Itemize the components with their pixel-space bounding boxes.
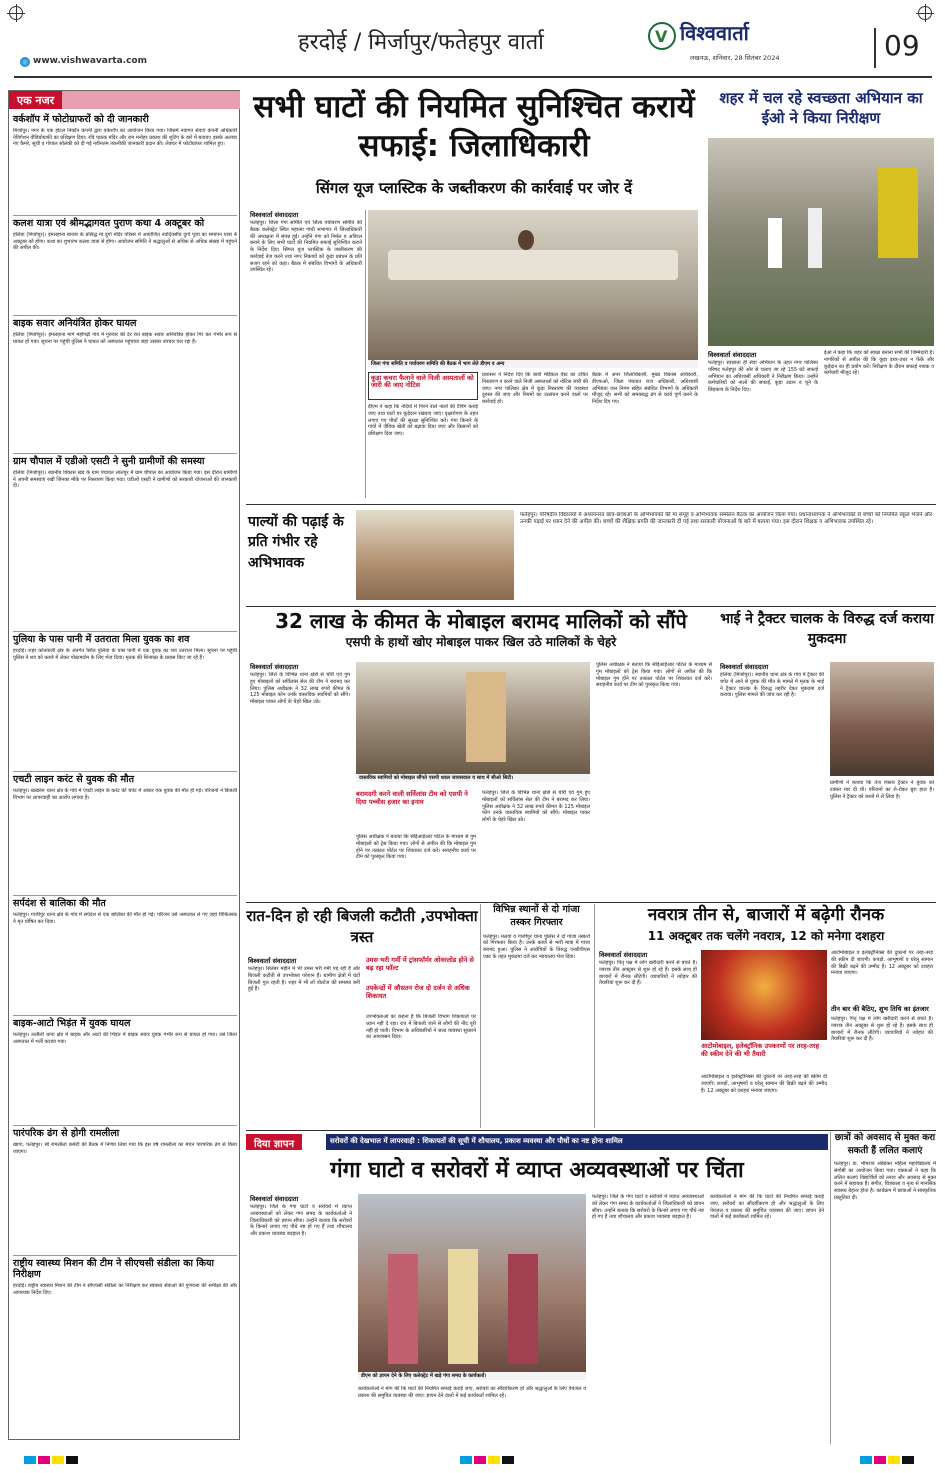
brief-title: पुलिया के पास पानी में उतराता मिला युवक का शव: [13, 634, 190, 645]
ek-nazar-label: एक नजर: [9, 91, 62, 109]
lead-subhead: सिंगल यूज प्लास्टिक के जब्तीकरण की कार्रवाई पर जोर दें: [315, 179, 633, 197]
tractor-body: हलिया (मिर्जापुर)। स्थानीय थाना क्षेत्र के गांव में ट्रैक्टर की चपेट में आने से युवक की मौत के मामले में मृतक के भाई ने ट्रैक्टर चालक के विरुद्ध तहरीर देकर मुकदमा दर्ज कराया। पुलिस मामले की जांच कर रही है।: [720, 672, 824, 699]
color-swatch: [38, 1456, 50, 1464]
news-brief: [13, 635, 237, 760]
ganja-story: [480, 904, 590, 1128]
bijli-body: फतेहपुर। सितंबर महीने में भी उमस भरी गर्मी पड़ रही है और बिजली कटौती से उपभोक्ता परेशान हैं। ग्रामीण क्षेत्रों में घंटों बिजली गुल रहती है। शहर में भी लो वोल्टेज की समस्या बनी हुई है।: [248, 966, 360, 993]
mobile-subhead: एसपी के हाथों खोए मोबाइल पाकर खिल उठे मालिकों के चेहरे: [345, 635, 617, 649]
brief-title: बाइक सवार अनियंत्रित होकर घायल: [13, 318, 137, 329]
color-swatch: [474, 1456, 486, 1464]
masthead: [0, 22, 945, 74]
color-swatch: [502, 1456, 514, 1464]
brand-logo: [648, 22, 676, 50]
brief-body: हरदोई। राष्ट्रीय स्वास्थ्य मिशन की टीम ने सीएचसी संडीला का निरीक्षण कर स्वास्थ्य सेवाओं की गुणवत्ता की समीक्षा की और आवश्यक निर्देश दिए।: [13, 1282, 237, 1296]
byline: विश्ववार्ता संवाददाता: [248, 957, 297, 965]
brief-title: बाइक-आटो भिड़ंत में युवक घायल: [13, 1018, 131, 1029]
mobile-body-2: पुलिस अधीक्षक ने बताया कि सीईआईआर पोर्टल के माध्यम से गुम मोबाइलों को ट्रेस किया गया। लोगों से अपील की कि मोबाइल गुम होने पर तत्काल पोर्टल पर शिकायत दर्ज करें। सराहनीय कार्य पर टीम को पुरस्कृत किया गया।: [356, 834, 476, 861]
color-swatch: [860, 1456, 872, 1464]
lead-inset-text: कूड़ा कचरा फैलाने वाले निजी अस्पतालों को जारी की जाए नोटिस: [371, 374, 474, 390]
color-swatch: [874, 1456, 886, 1464]
mobile-photo-caption: वास्तविक स्वामियों को मोबाइल सौंपते एसपी धवल जायसवाल व साथ में सीओ सिटी।: [356, 774, 590, 782]
brief-title: पारंपरिक ढंग से होगी रामलीला: [13, 1128, 120, 1139]
color-swatch: [24, 1456, 36, 1464]
bijli-headline: रात-दिन हो रही बिजली कटौती ,उपभोक्ता त्रस्त: [246, 907, 478, 946]
mobile-body: फतेहपुर। जिले के विभिन्न थाना क्षेत्रों से चोरी एवं गुम हुए मोबाइलों को सर्विलांस सेल की टीम ने बरामद कर लिया। पुलिस अधीक्षक ने 32 लाख रुपये कीमत के 125 मोबाइल फोन उनके वास्तविक स्वामियों को सौंपे। मोबाइल पाकर लोगों के चेहरे खिल उठे।: [250, 672, 350, 705]
mobile-inset-text: बरामदगी करने वाली सर्विलांस टीम को एसपी ने दिया पच्चीस हजार का इनाम: [356, 790, 468, 807]
lead-body-2: डीएम ने कहा कि नदियों में गिरने वाले नालों की टैपिंग कराई जाए तथा घाटों पर कूड़ेदान रखवाए जाएं। वृक्षारोपण के तहत लगाए गए पौधों की सुरक्षा सुनिश्चित करें। गंगा किनारे के गांवों में जैविक खेती को बढ़ावा दिया जाए और किसानों को प्रशिक्षण दिया जाए।: [368, 404, 478, 437]
brief-title: सर्पदंश से बालिका की मौत: [13, 898, 106, 909]
sarovar-tag: दिया ज्ञापन: [246, 1134, 302, 1150]
byline: विश्ववार्ता संवाददाता: [250, 1195, 299, 1203]
news-brief: [13, 1259, 237, 1433]
page-number-box: [874, 28, 926, 68]
sarovar-body-2: कार्यकर्ताओं ने मांग की कि घाटों की नियमित सफाई कराई जाए, सरोवरों का सौंदर्यीकरण हो और श्रद्धालुओं के लिए पेयजल व प्रकाश की समुचित व्यवस्था की जाए। ज्ञापन देने वालों में कई कार्यकर्ता शामिल रहे।: [358, 1386, 586, 1399]
byline: विश्ववार्ता संवाददाता: [599, 951, 648, 959]
section-title: हरदोई / मिर्जापुर/फतेहपुर वार्ता: [298, 30, 544, 55]
swachh-body-2: ईओ ने कहा कि शहर को स्वच्छ बनाना सभी की जिम्मेदारी है। नागरिकों से अपील की कि कूड़ा इधर-उधर न फेंकें और कूड़ेदान का ही प्रयोग करें। निरीक्षण के दौरान सफाई नायक व कर्मचारी मौजूद रहे।: [824, 350, 934, 377]
registration-mark: [9, 6, 23, 20]
lead-headline: सभी घाटों की नियमित सुनिश्चित करायें सफाई: जिलाधिकारी: [253, 89, 695, 164]
mobile-headline: 32 लाख के कीमत के मोबाइल बरामद मालिकों को सौंपे: [275, 609, 687, 633]
sarovar-body-3: फतेहपुर। जिले के गंगा घाटों व सरोवरों में व्याप्त अव्यवस्थाओं को लेकर गंगा समग्र के कार्यकर्ताओं ने जिलाधिकारी को ज्ञापन सौंपा। उन्होंने बताया कि सरोवरों के किनारे लगाए गए पौधे नष्ट हो गए हैं तथा शौचालय और प्रकाश व्यवस्था बदहाल है।: [592, 1194, 704, 1221]
navratra-body: फतेहपुर। पितृ पक्ष में लोग खरीदारी करने से बचते हैं। नवरात्र तीन अक्टूबर से शुरू हो रहे हैं। इसके साथ ही बाजारों में रौनक लौटेगी। व्यापारियों ने त्योहार की तैयारियां शुरू कर दी हैं।: [599, 960, 697, 987]
navratra-body-2: आटोमोबाइल व इलेक्ट्रॉनिक्स की दुकानों पर तरह-तरह की स्कीम दी जाएगी। कपड़ों, आभूषणों व घरेलू सामान की बिक्री बढ़ने की उम्मीद है। 12 अक्टूबर को दशहरा मनाया जाएगा।: [701, 1074, 827, 1094]
bijli-inset-2-text: उपकेन्द्रों में औसतन रोज दो दर्जन से अधिक शिकायत: [366, 984, 470, 1001]
sarovar-body: फतेहपुर। जिले के गंगा घाटों व सरोवरों में व्याप्त अव्यवस्थाओं को लेकर गंगा समग्र के कार्यकर्ताओं ने जिलाधिकारी को ज्ञापन सौंपा। उन्होंने बताया कि सरोवरों के किनारे लगाए गए पौधे नष्ट हो गए हैं तथा शौचालय और प्रकाश व्यवस्था बदहाल है।: [250, 1204, 352, 1237]
brief-body: खागा, फतेहपुर। श्री रामलीला कमेटी की बैठक में निर्णय लिया गया कि इस वर्ष रामलीला का मंचन पारंपरिक ढंग से किया जाएगा।: [13, 1141, 237, 1155]
color-swatch: [488, 1456, 500, 1464]
mobile-body-4: पुलिस अधीक्षक ने बताया कि सीईआईआर पोर्टल के माध्यम से गुम मोबाइलों को ट्रेस किया गया। लोगों से अपील की कि मोबाइल गुम होने पर तत्काल पोर्टल पर शिकायत दर्ज करें। सराहनीय कार्य पर टीम को पुरस्कृत किया गया।: [596, 662, 712, 689]
brief-body: हलिया (मिर्जापुर)। इमलहाना मार्ग महोगढ़ी गांव में गुरुवार की देर रात बाइक सवार अनियंत्रित होकर गिर कर गंभीर रूप से घायल हो गया। सूचना पर पहुंची पुलिस ने घायल को अस्पताल पहुंचाया जहां उसका उपचार चल रहा है।: [13, 331, 237, 345]
brief-body: फतेहपुर। ललौली थाना क्षेत्र में बाइक और आटो की भिड़ंत में बाइक सवार युवक गंभीर रूप से घायल हो गया। उसे जिला अस्पताल में भर्ती कराया गया।: [13, 1031, 237, 1045]
ganja-body: फतेहपुर। मलवां व गाजीपुर थाना पुलिस ने दो गांजा तस्करों को गिरफ्तार किया है। उनके कब्जे से भारी मात्रा में गांजा बरामद हुआ। पुलिस ने आरोपियों के विरुद्ध एनडीपीएस एक्ट के तहत मुकदमा दर्ज कर न्यायालय भेज दिया।: [483, 933, 590, 960]
mobile-photo: [356, 662, 590, 774]
tractor-headline: भाई ने ट्रैक्टर चालक के विरुद्ध दर्ज कराया मुकदमा: [720, 611, 934, 647]
brief-body: फतेहपुर। गाजीपुर थाना क्षेत्र के गांव में सर्पदंश से एक बालिका की मौत हो गई। परिजन उसे अस्पताल ले गए जहां चिकित्सक ने मृत घोषित कर दिया।: [13, 911, 237, 925]
swachh-body: फतेहपुर। स्वच्छता ही सेवा अभियान के तहत नगर पालिका परिषद फतेहपुर की ओर से चलाए जा रहे 155 घंटे सफाई अभियान का अधिशासी अधिकारी ने निरीक्षण किया। उन्होंने कर्मचारियों को नालों की सफाई, कूड़ा उठान व चूने के छिड़काव के निर्देश दिए।: [708, 360, 818, 393]
brief-title: वर्कशॉप में फोटोग्राफरों को दी जानकारी: [13, 114, 149, 125]
navratra-subtitle: तीन बार की बैठिए, शुभ तिथि का इंतजार: [831, 1005, 929, 1013]
color-swatch: [66, 1456, 78, 1464]
brief-body: हलिया (मिर्जापुर)। स्थानीय विकास खंड के ग्राम पंचायत लालपुर में ग्राम चौपाल का आयोजन किया गया। इस दौरान ग्रामीणों ने अपनी समस्याएं रखीं जिनका मौके पर निस्तारण किया गया। एडीओ एसटी ने ग्रामीणों को सरकारी योजनाओं की जानकारी दी।: [13, 469, 237, 490]
news-brief: [13, 1129, 237, 1252]
lead-story: [246, 88, 702, 500]
brief-title: ग्राम चौपाल में एडीओ एसटी ने सुनी ग्रामीणों की समस्या: [13, 456, 205, 467]
tractor-story: [718, 608, 936, 900]
swachh-headline: शहर में चल रहे स्वच्छता अभियान का ईओ ने किया निरीक्षण: [719, 89, 923, 128]
navratra-body-3: आटोमोबाइल व इलेक्ट्रॉनिक्स की दुकानों पर तरह-तरह की स्कीम दी जाएगी। कपड़ों, आभूषणों व घरेलू सामान की बिक्री बढ़ने की उम्मीद है। 12 अक्टूबर को दशहरा मनाया जाएगा।: [831, 950, 933, 977]
sarovar-story: [246, 1132, 828, 1444]
navratra-body-4: फतेहपुर। पितृ पक्ष में लोग खरीदारी करने से बचते हैं। नवरात्र तीन अक्टूबर से शुरू हो रहे हैं। इसके साथ ही बाजारों में रौनक लौटेगी। व्यापारियों ने त्योहार की तैयारियां शुरू कर दी हैं।: [831, 1016, 933, 1043]
lead-photo: [368, 210, 698, 360]
byline: विश्ववार्ता संवाददाता: [250, 663, 299, 671]
lead-body: फतेहपुर। जिला गंगा समिति एवं जिला पर्यावरण समिति की बैठक कलेक्ट्रेट स्थित महात्मा गांधी सभागार में जिलाधिकारी की अध्यक्षता में संपन्न हुई। उन्होंने गंगा को निर्मल व अविरल बनाने के लिए सभी घाटों की नियमित सफाई सुनिश्चित कराने के निर्देश दिए। सिंगल यूज प्लास्टिक के जब्तीकरण की कार्रवाई तेज करने तथा नगर निकायों को कूड़ा प्रबंधन के प्रति सजग रहने को कहा। बैठक में संबंधित विभागों के अधिकारी उपस्थित रहे।: [250, 220, 362, 274]
brief-body: हलिया (मिर्जापुर)। इमलहाना बाजार के प्रसिद्ध मां दुर्गा मंदिर परिसर में आयोजित नवदिवसीय दुर्गा पूजा का समापन यात्रा 4 अक्टूबर को होगा। कथा का शुभारंभ कलश यात्रा से होगा। आयोजन समिति ने श्रद्धालुओं से अधिक से अधिक संख्या में पहुंचने की अपील की।: [13, 231, 237, 252]
sarovar-photo-caption: डीएम को ज्ञापन देने के लिए कलेक्ट्रेट में खड़े गंगा समग्र के कार्यकर्ता।: [358, 1372, 586, 1380]
brief-body: मिर्जापुर। नगर के एक होटल निकॉन कंपनी द्वारा वर्कशॉप का आयोजन किया गया। जिसमें नवागत सेवाएं कंपनी अधिकारी नेविगेशन वीडियोग्राफी का प्रशिक्षण दिया। रवि पाठक मंदिर और राम मनोहर प्रकाश की शूटिंग के बारे में बताया। इसके अलावा नए कैमरे, सूची व गोपाल सोलंकी को दी गई नवीनतम तकनीकी जानकारी प्रदान की। लेक्चर में फोटोग्राफर शामिल हुए।: [13, 127, 237, 148]
news-brief: [13, 219, 237, 314]
brand-name: विश्ववार्ता: [680, 21, 749, 45]
brief-title: कलश यात्रा एवं श्रीमद्भागवत पुराण कथा 4 अक्टूबर को: [13, 218, 205, 229]
masthead-rule: [14, 76, 932, 78]
ganja-headline: विभिन्न स्थानों से दो गांजा तस्कर गिरफ्तार: [493, 904, 580, 928]
sarovar-photo: [358, 1194, 586, 1372]
tractor-photo: [830, 662, 934, 776]
palyon-story: [246, 508, 936, 604]
color-swatch: [460, 1456, 472, 1464]
navratra-caption: आटोमोबाइल, इलेक्ट्रॉनिक उपकरणों पर तरह-तरह की स्कीम देने की भी तैयारी: [701, 1042, 820, 1059]
lead-body-3: प्रशासन ने निर्देश दिए कि बायो मेडिकल वेस्ट का उचित निस्तारण न करने वाले निजी अस्पतालों को नोटिस जारी की जाए। नगर पालिका क्षेत्र में कूड़ा निस्तारण की व्यवस्था दुरुस्त की जाए और नियमों का उल्लंघन करने वालों पर कार्रवाई हो।: [482, 372, 588, 405]
news-brief: [13, 1019, 237, 1122]
news-brief: [13, 899, 237, 1012]
navratra-subhead: 11 अक्टूबर तक चलेंगे नवरात्र, 12 को मनेगा दशहरा: [647, 929, 885, 943]
bijli-inset-2: [366, 984, 476, 1001]
brief-title: राष्ट्रीय स्वास्थ्य मिशन की टीम ने सीएचसी संडीला का किया निरीक्षण: [13, 1258, 214, 1280]
sarovar-strap-box: [326, 1134, 828, 1150]
color-swatch: [888, 1456, 900, 1464]
chhatra-body: फतेहपुर। डा. भीमराव अंबेडकर महिला महाविद्यालय में संगोष्ठी का आयोजन किया गया। वक्ताओं ने कहा कि ललित कलाएं विद्यार्थियों को तनाव और अवसाद से मुक्त करने में सहायक हैं। संगीत, चित्रकला व नृत्य से मानसिक स्वास्थ्य बेहतर होता है। कार्यक्रम में छात्राओं ने सांस्कृतिक प्रस्तुतियां दीं।: [834, 1161, 936, 1201]
ek-nazar-label-box: [9, 91, 240, 109]
color-swatch: [902, 1456, 914, 1464]
byline: विश्ववार्ता संवाददाता: [250, 211, 299, 219]
lead-body-4: बैठक में अपर जिलाधिकारी, मुख्य विकास अधिकारी, डीएफओ, जिला पंचायत राज अधिकारी, अधिशासी अभियंता जल निगम सहित संबंधित विभागों के अधिकारी मौजूद रहे। सभी को समयबद्ध ढंग से कार्य पूर्ण करने के निर्देश दिए गए।: [592, 372, 698, 405]
mobile-body-3: फतेहपुर। जिले के विभिन्न थाना क्षेत्रों से चोरी एवं गुम हुए मोबाइलों को सर्विलांस सेल की टीम ने बरामद कर लिया। पुलिस अधीक्षक ने 32 लाख रुपये कीमत के 125 मोबाइल फोन उनके वास्तविक स्वामियों को सौंपे। मोबाइल पाकर लोगों के चेहरे खिल उठे।: [482, 790, 590, 823]
palyon-photo: [356, 510, 514, 600]
mobile-story: [246, 608, 716, 900]
news-brief: [13, 775, 237, 892]
page-number: 09: [884, 29, 920, 62]
chhatra-story: [830, 1132, 936, 1444]
news-brief: [13, 115, 237, 212]
navratra-photo: [701, 950, 827, 1040]
tractor-body-2: ग्रामीणों ने बताया कि तेज रफ्तार ट्रैक्टर ने युवक को टक्कर मार दी थी। परिजनों का रो-रोकर बुरा हाल है। पुलिस ने ट्रैक्टर को कब्जे में ले लिया है।: [830, 780, 934, 800]
website-link[interactable]: www.vishwavarta.com: [33, 56, 147, 66]
byline: विश्ववार्ता संवाददाता: [708, 351, 757, 359]
palyon-body: फतेहपुर। परिषदीय विद्यालयों में अध्ययनरत छात्र-छात्राओं के अभिभावकों की मां समूह व अभिभावक सम्मेलन बैठक का आयोजन किया गया। प्रधानाध्यापक ने अभिभावकों से बच्चों को नियमित स्कूल भेजने और उनकी पढ़ाई पर ध्यान देने की अपील की। बच्चों की शैक्षिक प्रगति की जानकारी दी गई तथा सरकारी योजनाओं के बारे में बताया गया। इस दौरान शिक्षक व अभिभावक उपस्थित रहे।: [520, 512, 932, 526]
news-brief: [13, 319, 237, 452]
lead-photo-caption: जिला गंगा समिति व पर्यावरण समिति की बैठक में भाग लेते डीएम व अन्य: [368, 360, 698, 368]
bijli-inset-1: [366, 956, 476, 973]
globe-icon: [20, 57, 30, 67]
color-swatch: [52, 1456, 64, 1464]
byline: विश्ववार्ता संवाददाता: [720, 663, 769, 671]
bijli-inset-1-text: उमस भरी गर्मी में ट्रांसफॉर्मर ओवरलोड होने से बढ़ रहा फॉल्ट: [366, 956, 474, 973]
bijli-body-2: उपभोक्ताओं का कहना है कि बिजली विभाग शिकायतों पर ध्यान नहीं दे रहा। रात में बिजली जाने से लोगों की नींद पूरी नहीं हो पाती। विभाग के अधिकारियों ने जल्द व्यवस्था सुधारने का आश्वासन दिया।: [366, 1014, 476, 1041]
sarovar-body-4: कार्यकर्ताओं ने मांग की कि घाटों की नियमित सफाई कराई जाए, सरोवरों का सौंदर्यीकरण हो और श्रद्धालुओं के लिए पेयजल व प्रकाश की समुचित व्यवस्था की जाए। ज्ञापन देने वालों में कई कार्यकर्ता शामिल रहे।: [710, 1194, 824, 1221]
brief-body: हरदोई। शहर कोतवाली क्षेत्र के अंतर्गत स्थित पुलिया के पास पानी में एक युवक का शव उतराता मिला। सूचना पर पहुंची पुलिस ने शव को कब्जे में लेकर पोस्टमार्टम के लिए भेज दिया। मृतक की शिनाख्त के प्रयास किए जा रहे हैं।: [13, 647, 237, 661]
swachh-photo: [708, 138, 934, 346]
sarovar-strap: सरोवरों की देखभाल में लापरवाही : शिकायतों की सूची में शौचालय, प्रकाश व्यवस्था और पौधों का नष्ट होना शामिल: [330, 1137, 623, 1145]
brief-body: फतेहपुर। खखरेरू थाना क्षेत्र के गांव में एचटी लाइन के करंट की चपेट में आकर एक युवक की मौत हो गई। परिजनों ने बिजली विभाग पर लापरवाही का आरोप लगाया है।: [13, 787, 237, 801]
logo-v-icon: V: [655, 27, 668, 46]
issue-date: लखनऊ, शनिवार, 28 सितंबर 2024: [690, 54, 780, 62]
news-brief: [13, 457, 237, 630]
brief-title: एचटी लाइन करंट से युवक की मौत: [13, 774, 135, 785]
swachh-story: [706, 88, 936, 500]
navratra-story: [594, 904, 936, 1128]
ek-nazar-column: [8, 90, 240, 1440]
sarovar-headline: गंगा घाटो व सरोवरों में व्याप्त अव्यवस्थाओं पर चिंता: [330, 1158, 744, 1183]
chhatra-headline: छात्रों को अवसाद से मुक्त करा सकती हैं ललित कलाएं: [834, 1133, 936, 1156]
palyon-headline: पाल्यों की पढ़ाई के प्रति गंभीर रहे अभिभावक: [248, 514, 344, 571]
registration-mark: [918, 6, 932, 20]
lead-inset: [368, 372, 478, 400]
navratra-headline: नवरात्र तीन से, बाजारों में बढ़ेगी रौनक: [647, 905, 885, 925]
mobile-inset: [356, 790, 476, 830]
bijli-story: [246, 904, 478, 1128]
